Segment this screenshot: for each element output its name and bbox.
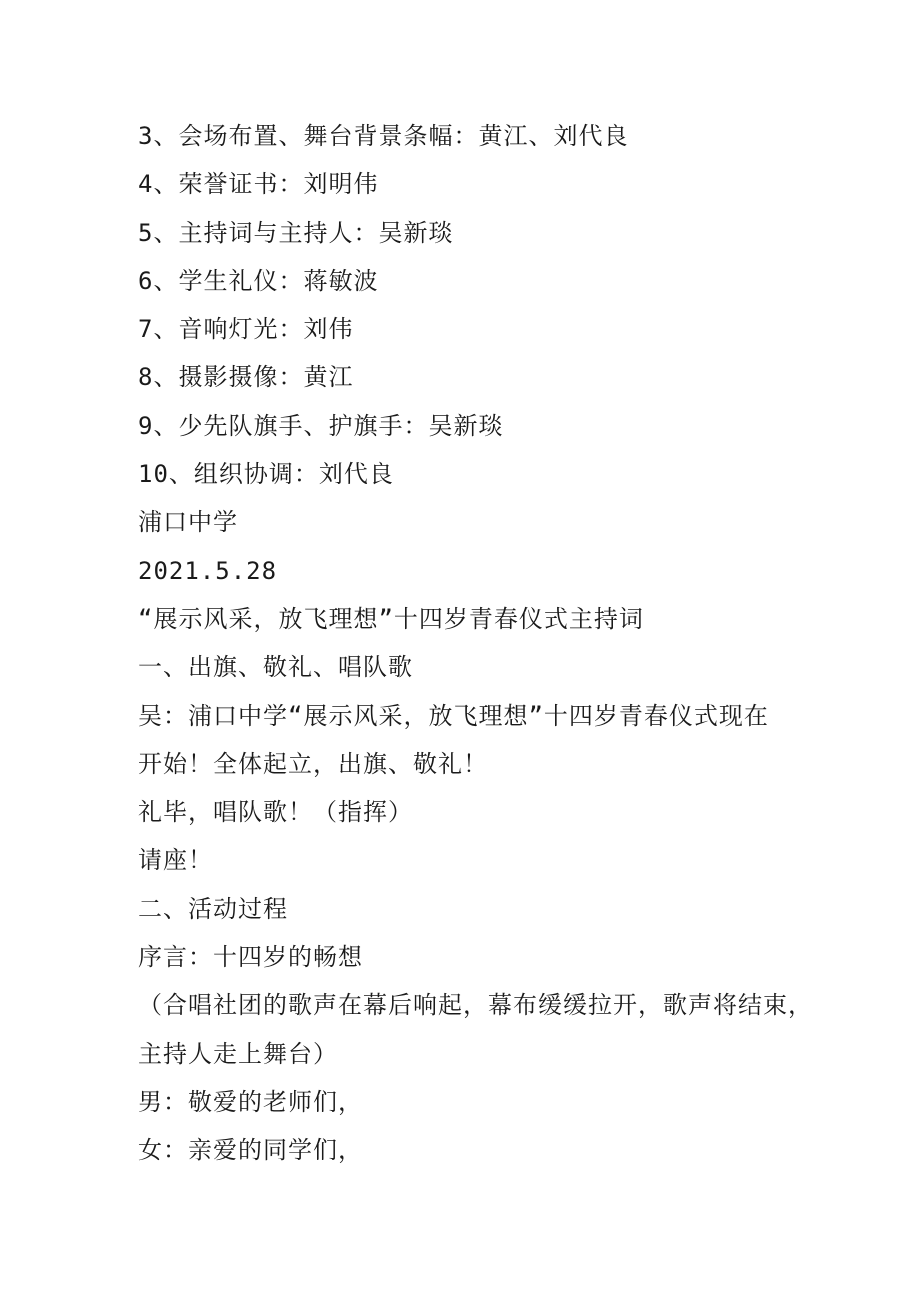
dialogue-line: 男：敬爱的老师们， — [138, 1087, 363, 1116]
stage-direction: （合唱社团的歌声在幕后响起，幕布缓缓拉开，歌声将结束， — [138, 991, 813, 1020]
school-name: 浦口中学 — [138, 508, 238, 537]
script-title: “展示风采，放飞理想”十四岁青春仪式主持词 — [138, 604, 644, 633]
text-line: 3、会场布置、舞台背景条幅：黄江、刘代良 — [138, 122, 629, 150]
text-line: 5、主持词与主持人：吴新琰 — [138, 218, 454, 247]
text-line: 4、荣誉证书：刘明伟 — [138, 170, 379, 199]
document-date: 2021.5.28 — [138, 556, 278, 585]
text-line: 吴：浦口中学“展示风采，放飞理想”十四岁青春仪式现在 — [138, 701, 769, 730]
dialogue-line: 女：亲爱的同学们， — [138, 1136, 363, 1165]
section-heading: 一、出旗、敬礼、唱队歌 — [138, 653, 413, 682]
text-line: 9、少先队旗手、护旗手：吴新琰 — [138, 411, 504, 440]
text-line: 礼毕，唱队歌！（指挥） — [138, 798, 413, 827]
section-heading: 二、活动过程 — [138, 894, 288, 923]
text-line: 6、学生礼仪：蒋敏波 — [138, 266, 379, 295]
text-line: 开始！全体起立，出旗、敬礼！ — [138, 749, 488, 778]
text-line: 序言：十四岁的畅想 — [138, 943, 363, 972]
document-body — [138, 112, 813, 1175]
stage-direction: 主持人走上舞台） — [138, 1039, 338, 1068]
text-line: 10、组织协调：刘代良 — [138, 460, 394, 489]
text-line: 请座！ — [138, 846, 213, 875]
text-line: 8、摄影摄像：黄江 — [138, 363, 354, 392]
text-line: 7、音响灯光：刘伟 — [138, 315, 354, 344]
